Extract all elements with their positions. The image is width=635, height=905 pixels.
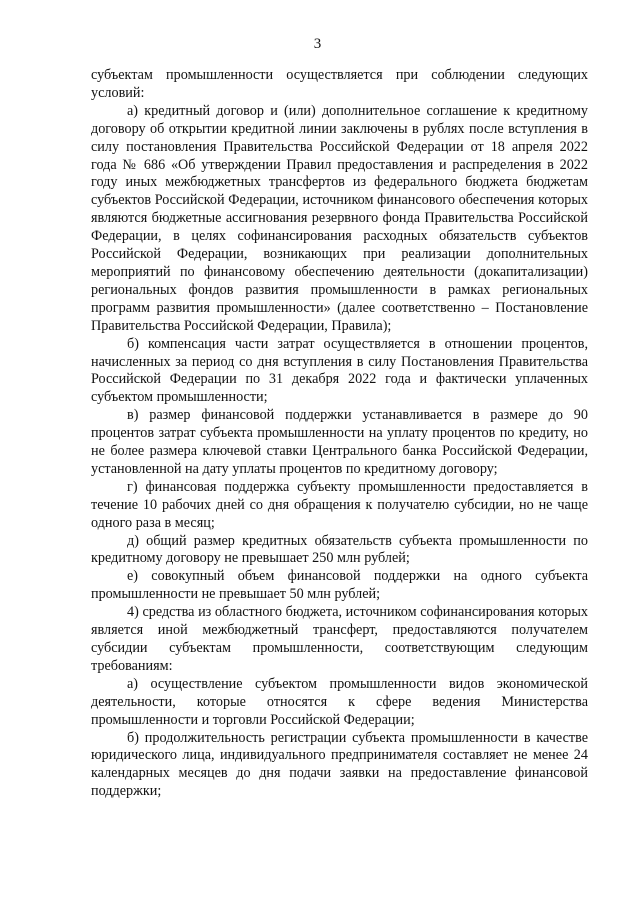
paragraph-item-b: б) компенсация части затрат осуществляется в отношении процентов, начисленных за период со дня вступления в силу Постановления Правительства Российской Федерации по 31 декабря 2022 года и фактически уплаченных субъектом промышленности; — [91, 335, 588, 406]
paragraph-item-e: е) совокупный объем финансовой поддержки на одного субъекта промышленности не превышает 50 млн рублей; — [91, 568, 588, 603]
paragraph-continuation: субъектам промышленности осуществляется при соблюдении следующих условий: — [91, 67, 588, 101]
page-number: 3 — [313, 36, 322, 52]
paragraph-requirement-a: а) осуществление субъектом промышленности видов экономической деятельности, которые относятся к сфере ведения Министерства промышленности и торговли Российской Федерации; — [91, 675, 588, 728]
paragraph-item-d: д) общий размер кредитных обязательств субъекта промышленности по кредитному договору не превышает 250 млн рублей; — [91, 532, 588, 567]
paragraph-requirement-b: б) продолжительность регистрации субъекта промышленности в качестве юридического лица, индивидуального предпринимателя составляет не менее 24 календарных месяцев до дня подачи заявки на предоставление финансовой поддержки; — [91, 729, 588, 800]
document-body — [91, 67, 588, 801]
paragraph-item-g: г) финансовая поддержка субъекту промышленности предоставляется в течение 10 рабочих дней со дня обращения к получателю субсидии, но не чаще одного раза в месяц; — [91, 478, 588, 531]
paragraph-item-v: в) размер финансовой поддержки устанавливается в размере до 90 процентов затрат субъекта промышленности на уплату процентов по кредиту, но не более размера ключевой ставки Центрального банка Российской Федерации, установленной на дату уплаты процентов по кредитному договору; — [91, 407, 588, 477]
paragraph-item-a: а) кредитный договор и (или) дополнительное соглашение к кредитному договору об открытии кредитной линии заключены в рублях после вступления в силу постановления Правительства Российской Федерации от 18 апреля 2022 года № 686 «Об утверждении Правил предоставления и распределения в 2022 году иных межбюджетных трансфертов из федерального бюджета бюджетам субъектов Российской Федерации, источником финансового обеспечения которых являются бюджетные ассигнования резервного фонда Правительства Российской Федерации, в целях софинансирования расходных обязательств субъектов Российской Федерации, возникающих при реализации дополнительных мероприятий по финансовому обеспечению деятельности (докапитализации) региональных фондов развития промышленности в рамках региональных программ развития промышленности» (далее соответственно – Постановление Правительства Российской Федерации, Правила); — [91, 102, 588, 334]
paragraph-item-4: 4) средства из областного бюджета, источником софинансирования которых является иной межбюджетный трансферт, предоставляются получателем субсидии субъектам промышленности, соответствующим следующим требованиям: — [91, 604, 588, 674]
